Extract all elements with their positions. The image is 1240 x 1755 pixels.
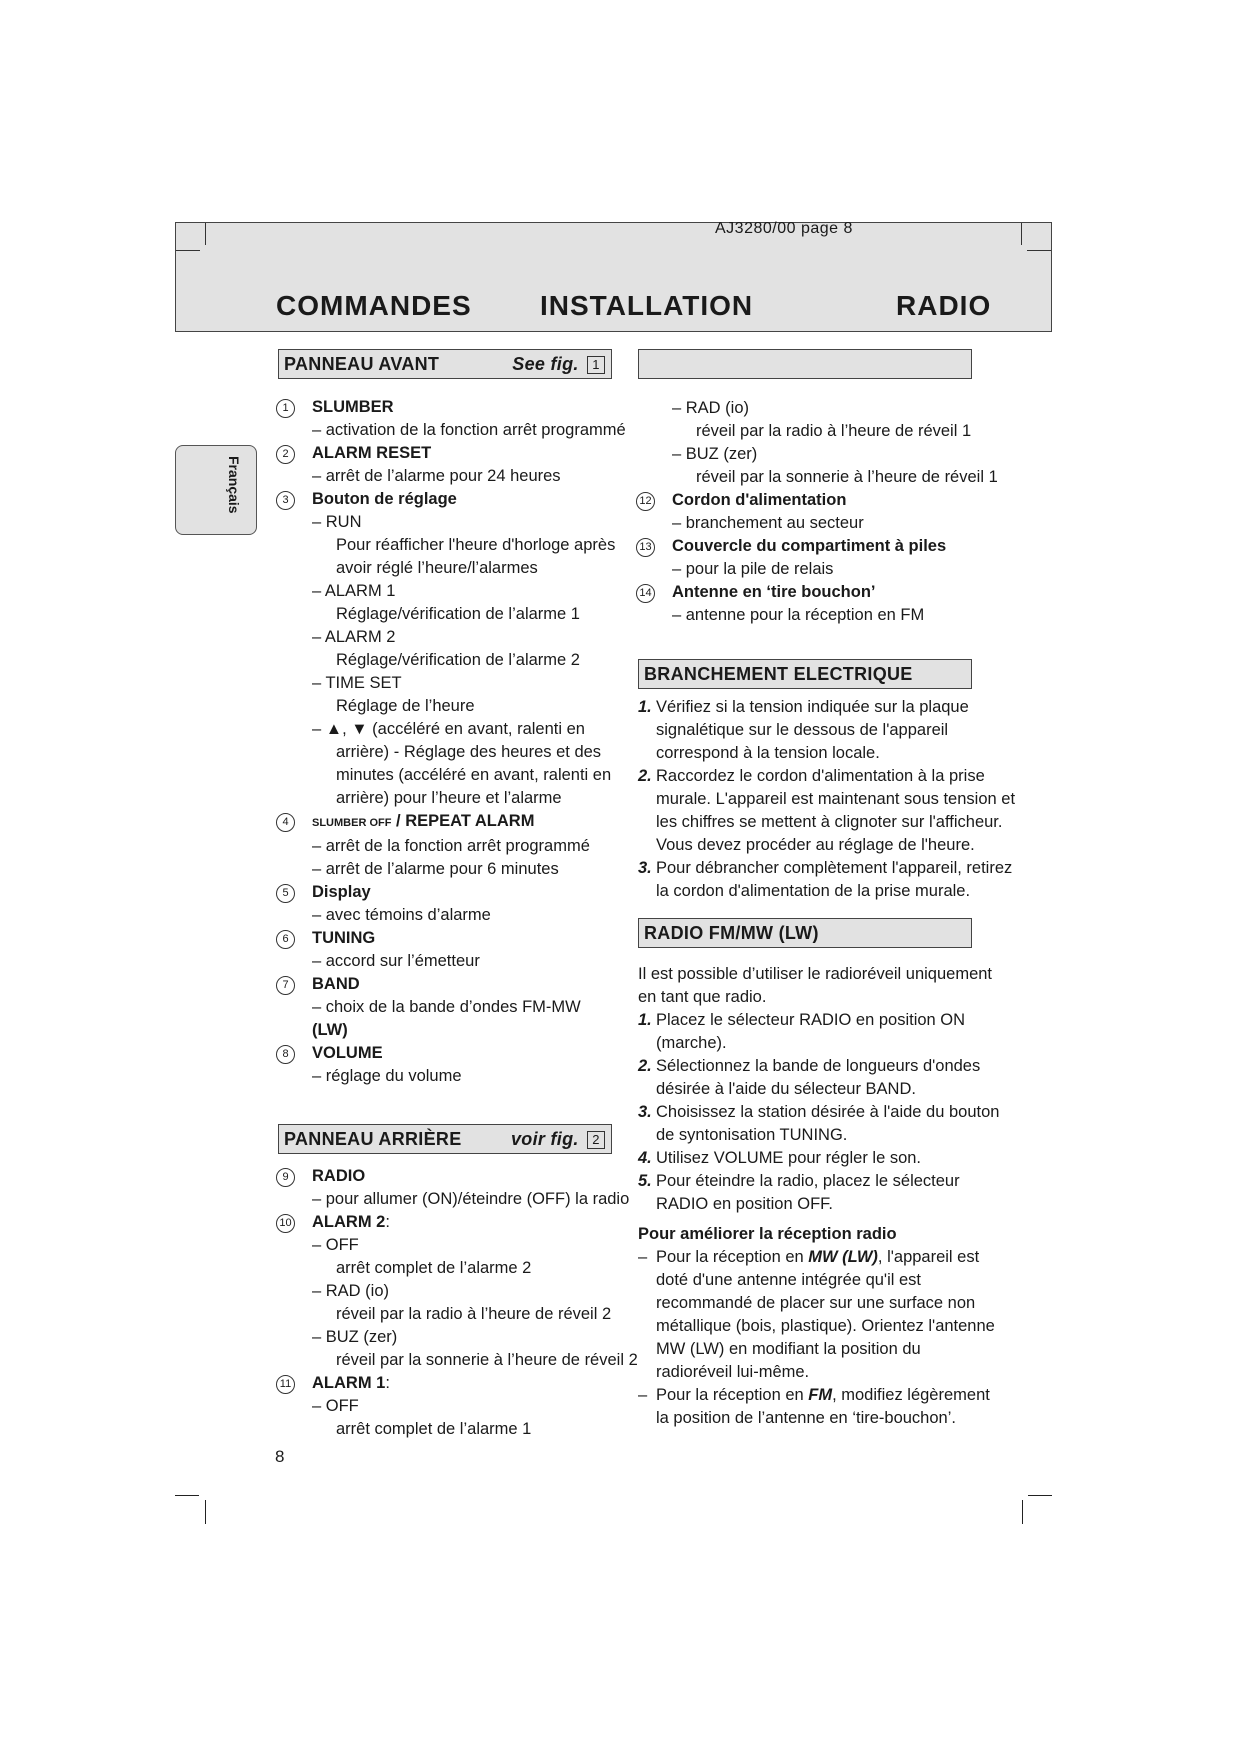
improve-text: Pour la réception en [656,1386,809,1404]
page-number: 8 [275,1447,285,1466]
step-line [638,696,983,719]
list-line [278,511,613,534]
item-text-line: Réglage/vérification de l’alarme 1 [336,605,580,623]
step-text: Raccordez le cordon d'alimentation à la prise [656,767,985,785]
language-tab [175,445,257,535]
radio-intro-line [638,963,993,986]
improve-text: Pour la réception en [656,1248,809,1266]
list-line [278,465,613,488]
item-label: Couvercle du compartiment à piles [672,537,947,555]
list-line [278,1165,613,1188]
improve-reception-title: Pour améliorer la réception radio [638,1225,897,1243]
improve-text: métallique (bois, plastique). Orientez l'antenne [656,1317,995,1335]
section-title-radio: RADIO [896,290,992,321]
item-text-line: arrêt complet de l’alarme 1 [336,1420,532,1438]
step-text: Pour éteindre la radio, placez le sélecteur [656,1172,960,1190]
item-label: BAND [312,975,360,993]
rear-panel-list [278,1165,638,1441]
item-sub-line: – choix de la bande d’ondes FM-MW [312,998,581,1016]
improve-line [638,1315,995,1338]
list-line [278,1280,613,1303]
list-line [278,973,613,996]
step-line [638,811,1003,834]
list-line [278,810,613,835]
section-title-installation: INSTALLATION [540,290,754,321]
item-sub-line: – pour allumer (ON)/éteindre (OFF) la radio [312,1190,630,1208]
item-text-line: réveil par la radio à l’heure de réveil 1 [696,422,972,440]
step-number: 3. [638,859,652,877]
item-sub-line: – arrêt de l’alarme pour 24 heures [312,467,561,485]
rear-panel-continued-list [638,397,998,627]
item-text-line: réveil par la sonnerie à l’heure de réveil 1 [696,468,998,486]
step-text: désirée à l'aide du sélecteur BAND. [656,1080,916,1098]
list-line [278,1349,638,1372]
item-label: Bouton de réglage [312,490,457,508]
step-text: signalétique sur le dessous de l'appareil [656,721,949,739]
improve-line [638,1338,983,1361]
item-text-line: Réglage/vérification de l’alarme 2 [336,651,580,669]
improve-line [638,1292,983,1315]
item-number-badge: 14 [636,584,655,603]
step-number: 4. [638,1149,652,1167]
list-line [278,881,613,904]
list-line [278,626,613,649]
improve-line [638,1269,983,1292]
item-label: Cordon d'alimentation [672,491,847,509]
step-line [638,1147,983,1170]
crop-mark [205,1500,206,1524]
list-line [278,927,613,950]
item-text-line: Pour réafficher l'heure d'horloge après [336,536,616,554]
list-line [278,835,613,858]
item-sub-line: – ▲, ▼ (accéléré en avant, ralenti en [312,720,585,738]
item-sub-line: – pour la pile de relais [672,560,834,578]
radio-intro-line [638,986,983,1009]
list-line [278,1042,613,1065]
list-line [278,741,613,764]
item-sub-line: – arrêt de la fonction arrêt programmé [312,837,590,855]
step-number: 1. [638,698,652,716]
branchement-title: BRANCHEMENT ELECTRIQUE [644,664,913,684]
step-line [638,1009,983,1032]
item-number-badge: 7 [276,976,295,995]
item-text-line: arrière) pour l’heure et l’alarme [336,789,562,807]
improve-line [638,1407,983,1430]
step-text: de syntonisation TUNING. [656,1126,848,1144]
item-sub-line: – ALARM 1 [312,582,396,600]
step-text: la cordon d'alimentation de la prise murale. [656,882,971,900]
list-line [278,488,613,511]
dash: – [638,1248,648,1266]
step-number: 3. [638,1103,652,1121]
item-label: TUNING [312,929,376,947]
improve-text: la position de l’antenne en ‘tire-bouchon’. [656,1409,956,1427]
step-number: 2. [638,1057,652,1075]
fig-number: 2 [587,1131,605,1149]
language-label: Français [226,456,242,514]
list-line [278,1418,613,1441]
item-sub-line: – TIME SET [312,674,402,692]
item-sub-line: – accord sur l’émetteur [312,952,480,970]
item-sub-line: – RUN [312,513,362,531]
improve-text: , l'appareil est [877,1248,980,1266]
empty-header-box [638,349,972,379]
item-number-badge: 2 [276,445,295,464]
step-text: Vous devez procéder au réglage de l'heure. [656,836,975,854]
crop-mark [1022,1500,1023,1524]
step-text: les chiffres se mettent à clignoter sur l'afficheur. [656,813,1003,831]
list-line [278,1395,613,1418]
item-label: Display [312,883,371,901]
list-line [278,1257,613,1280]
item-label: ALARM 1 [312,1374,386,1392]
step-number: 2. [638,767,652,785]
radio-fm-title: RADIO FM/MW (LW) [644,923,819,943]
panneau-arriere-header [278,1124,612,1154]
list-line [278,950,613,973]
list-line [638,397,983,420]
item-sub-line: – OFF [312,1236,359,1254]
item-number-badge: 8 [276,1045,295,1064]
item-sub-line: – OFF [312,1397,359,1415]
item-sub-line: – avec témoins d’alarme [312,906,491,924]
list-line [278,396,613,419]
item-text-line: minutes (accéléré en avant, ralenti en [336,766,612,784]
step-line [638,1055,983,1078]
step-text: Pour débrancher complètement l'appareil, retirez [656,859,1013,877]
list-line [278,442,613,465]
item-text-line: réveil par la radio à l’heure de réveil 2 [336,1305,612,1323]
improve-line [638,1361,983,1384]
list-line [278,534,616,557]
item-number-badge: 3 [276,491,295,510]
improve-text: , modifiez légèrement [832,1386,990,1404]
item-sub-line: – BUZ (zer) [312,1328,398,1346]
item-label: ALARM RESET [312,444,432,462]
step-line [638,719,983,742]
dash: – [638,1386,648,1404]
item-sub-line: – antenne pour la réception en FM [672,606,925,624]
list-line [278,672,613,695]
step-line [638,1193,983,1216]
panneau-avant-header [278,349,612,379]
item-text-line: arrêt complet de l’alarme 2 [336,1259,532,1277]
item-sub-line: – RAD (io) [672,399,750,417]
step-line [638,1078,983,1101]
step-text: RADIO en position OFF. [656,1195,833,1213]
list-line [278,1211,613,1234]
item-sub-line: – réglage du volume [312,1067,462,1085]
list-line [278,1188,630,1211]
step-line [638,1124,983,1147]
step-text: murale. L'appareil est maintenant sous tension et [656,790,1016,808]
step-line [638,857,1013,880]
step-line [638,1170,983,1193]
item-sub-line: – ALARM 2 [312,628,396,646]
list-line [278,557,613,580]
step-line [638,765,983,788]
item-number-badge: 10 [276,1214,295,1233]
list-line [278,603,613,626]
fig-reference-text: voir fig. [510,1129,579,1149]
list-line [278,764,613,787]
radio-fm-header [638,918,972,948]
list-line [638,420,983,443]
branchement-header [638,659,972,689]
fig-number: 1 [587,356,605,374]
item-colon: : [385,1213,390,1231]
list-line [278,649,613,672]
step-line [638,834,983,857]
item-number-badge: 4 [276,813,295,832]
item-number-badge: 6 [276,930,295,949]
radio-intro-text: Il est possible d’utiliser le radioréveil uniquement [638,965,993,983]
improve-text: MW (LW) en modifiant la position du [656,1340,921,1358]
improve-text: doté d'une antenne intégrée qu'il est [656,1271,922,1289]
item-label: RADIO [312,1167,366,1185]
list-line [278,580,613,603]
item-text-line: réveil par la sonnerie à l’heure de réveil 2 [336,1351,638,1369]
front-panel-list [278,396,626,1088]
list-line [278,787,613,810]
step-text: Choisissez la station désirée à l'aide du bouton [656,1103,1000,1121]
item-text-line: arrière) - Réglage des heures et des [336,743,602,761]
branchement-steps [638,696,1016,903]
list-line [278,1234,613,1257]
list-line [638,535,983,558]
list-line [638,581,983,604]
panneau-avant-title: PANNEAU AVANT [284,354,440,374]
improve-emphasis: FM [808,1386,833,1404]
item-sub-line: – arrêt de l’alarme pour 6 minutes [312,860,559,878]
list-line [278,695,613,718]
improve-line [638,1246,983,1269]
radio-section-body [638,963,1000,1430]
item-text-line: Réglage de l’heure [336,697,475,715]
step-line [638,1032,983,1055]
improve-line [638,1384,990,1407]
step-text: Sélectionnez la bande de longueurs d'ondes [656,1057,981,1075]
radio-intro-text: en tant que radio. [638,988,767,1006]
item-label: Antenne en ‘tire bouchon’ [672,583,876,601]
list-line [638,512,983,535]
list-line [278,1326,613,1349]
item-number-badge: 11 [276,1375,295,1394]
list-line [638,466,998,489]
list-line [278,1065,613,1088]
panneau-arriere-title: PANNEAU ARRIÈRE [284,1129,462,1149]
fig-reference-text: See fig. [512,354,579,374]
item-label: VOLUME [312,1044,383,1062]
list-line [278,1372,613,1395]
item-number-badge: 12 [636,492,655,511]
list-line [638,604,983,627]
list-line [278,1303,613,1326]
crop-mark [175,1495,199,1496]
item-number-badge: 1 [276,399,295,418]
item-colon: : [385,1374,390,1392]
item-sub-line: – BUZ (zer) [672,445,758,463]
step-line [638,1101,1000,1124]
step-text: correspond à la tension locale. [656,744,880,762]
step-text: Vérifiez si la tension indiquée sur la plaque [656,698,969,716]
list-line [278,996,613,1019]
step-text: Placez le sélecteur RADIO en position ON [656,1011,966,1029]
list-line [278,1019,613,1042]
list-line [638,558,983,581]
item-label: ALARM 2 [312,1213,386,1231]
item-sub-line: – RAD (io) [312,1282,390,1300]
section-title-commandes: COMMANDES [276,290,472,321]
list-line [638,489,983,512]
item-label-small: SLUMBER OFF [312,817,392,829]
item-label: SLUMBER [312,398,394,416]
step-line [638,742,983,765]
improve-text: radioréveil lui-même. [656,1363,810,1381]
improve-text: recommandé de placer sur une surface non [656,1294,976,1312]
improve-emphasis: MW (LW) [808,1248,878,1266]
item-sub-line: – branchement au secteur [672,514,864,532]
item-number-badge: 9 [276,1168,295,1187]
item-text-line: avoir réglé l’heure/l’alarmes [336,559,538,577]
step-text: (marche). [656,1034,727,1052]
list-line [278,419,626,442]
item-sub-line: – activation de la fonction arrêt programmé [312,421,626,439]
item-sub-line: (LW) [312,1021,348,1039]
page-reference: AJ3280/00 page 8 [715,220,853,237]
item-number-badge: 13 [636,538,655,557]
step-number: 1. [638,1011,652,1029]
step-line [638,880,983,903]
list-line [638,443,983,466]
list-line [278,904,613,927]
step-number: 5. [638,1172,652,1190]
step-line [638,788,1016,811]
crop-mark [1028,1495,1052,1496]
list-line [278,718,613,741]
list-line [278,858,613,881]
step-text: Utilisez VOLUME pour régler le son. [656,1149,922,1167]
item-number-badge: 5 [276,884,295,903]
item-label: / REPEAT ALARM [391,812,535,830]
